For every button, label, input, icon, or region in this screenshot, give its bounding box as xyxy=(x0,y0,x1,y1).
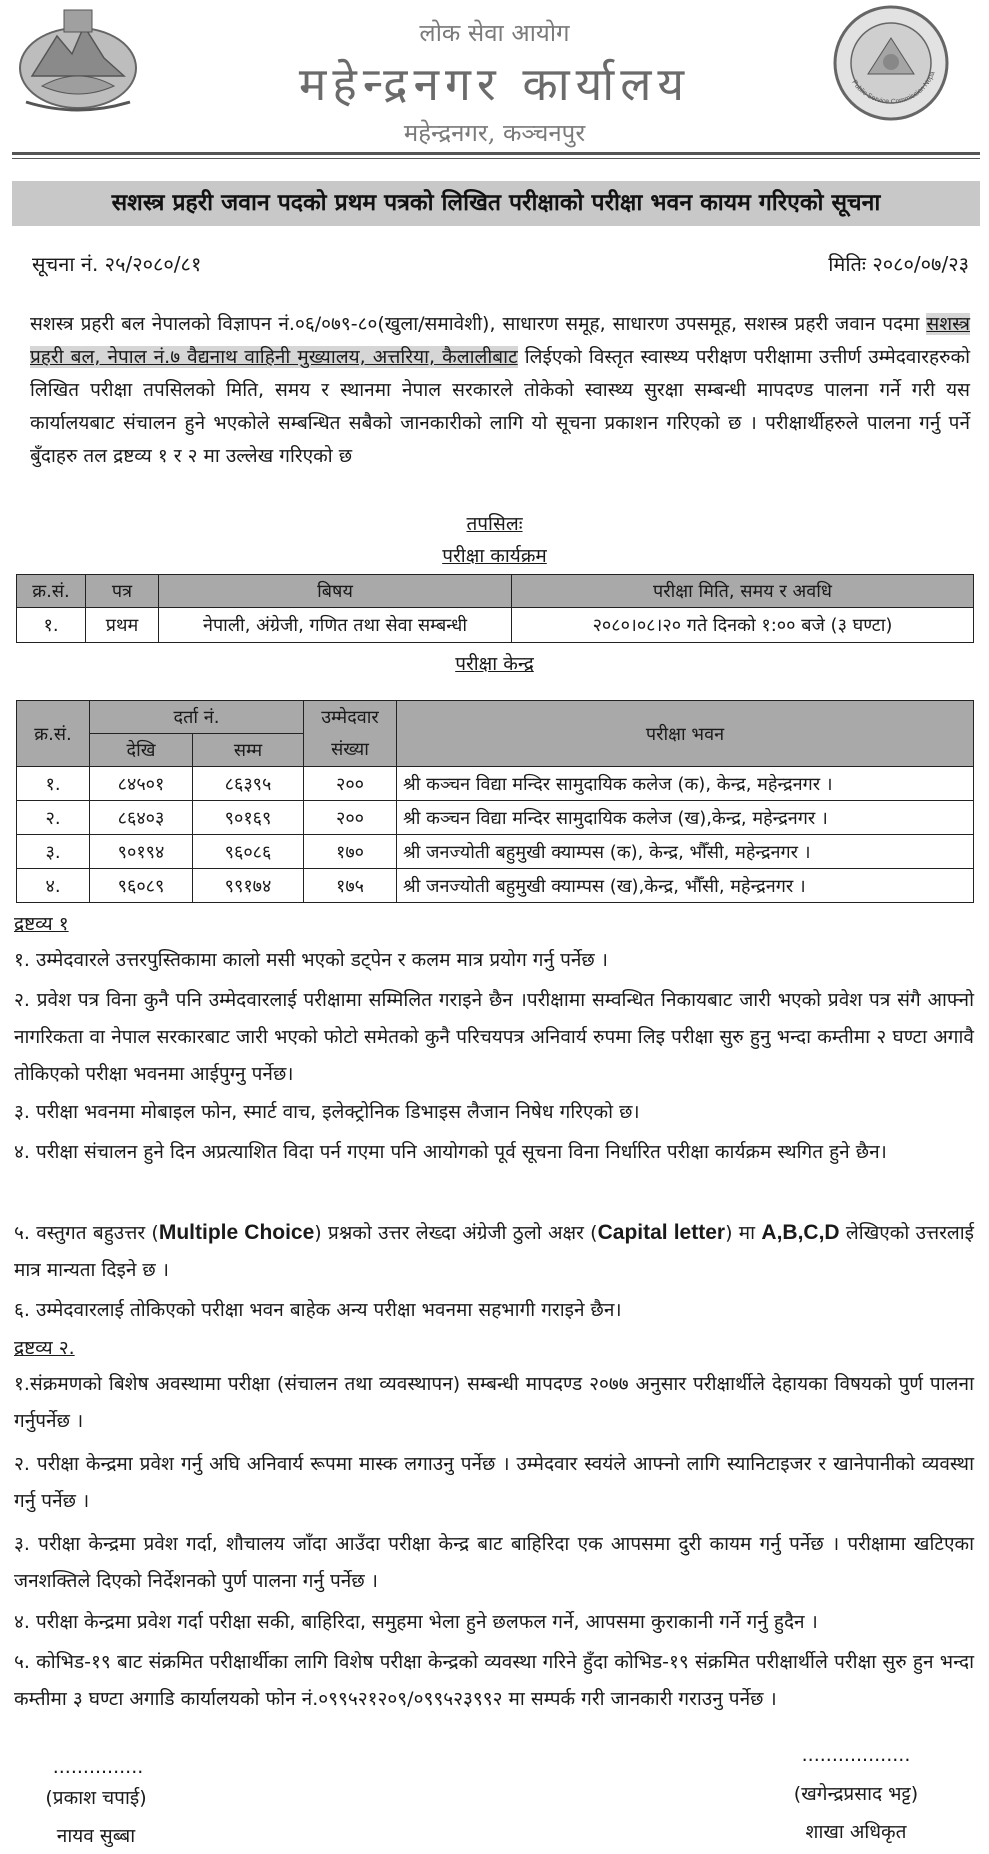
notice-date: मितिः २०८०/०७/२३ xyxy=(828,252,969,276)
column-header: पत्र xyxy=(86,575,159,608)
table-row: ३. ९०१९४ ९६०८६ १७० श्री जनज्योती बहुमुखी क्याम्पस (क), केन्द्र, भौँसी, महेन्द्रनगर । xyxy=(17,835,974,869)
office-name: महेन्द्रनगर कार्यालय xyxy=(298,57,691,111)
right-signatory-name: (खगेन्द्रप्रसाद भट्ट) xyxy=(793,1783,919,1805)
column-header: देखि xyxy=(90,734,193,767)
column-header: परीक्षा भवन xyxy=(397,701,974,767)
exam-centers-table xyxy=(16,700,974,903)
commission-name: लोक सेवा आयोग xyxy=(419,19,570,47)
column-header: बिषय xyxy=(159,575,512,608)
column-header: क्र.सं. xyxy=(17,575,86,608)
table-row: १. प्रथम नेपाली, अंग्रेजी, गणित तथा सेवा सम्बन्धी २०८०।०८।२० गते दिनको १:०० बजे (३ घण्टा) xyxy=(17,608,974,643)
note1-point-6: ६. उम्मेदवारलाई तोकिएको परीक्षा भवन बाहेक अन्य परीक्षा भवनमा सहभागी गराइने छैन। xyxy=(14,1299,622,1321)
note2-point-4: ४. परीक्षा केन्द्रमा प्रवेश गर्दा परीक्षा सकी, बाहिरिदा, समुहमा भेला हुने छलफल गर्ने, आपसमा कुराकानी गर्ने गर्नु हुदैन । xyxy=(14,1611,818,1633)
highlighted-source: सशस्त्र प्रहरी बल, नेपाल नं.७ वैद्यनाथ वाहिनी मुख्यालय, अत्तरिया, कैलालीबाट xyxy=(30,313,970,368)
note2-point-2: २. परीक्षा केन्द्रमा प्रवेश गर्नु अघि अनिवार्य रूपमा मास्क लगाउनु पर्नेछ । उम्मेदवार स्वयंले आफ्नो लागि स्यानिटाइजर र खानेपानीको व्यवस्था गर्नु पर्नेछ । xyxy=(14,1453,974,1512)
note1-heading: द्रष्टव्य १ xyxy=(14,913,69,935)
left-signatory-title: नायव सुब्बा xyxy=(56,1825,136,1847)
office-location: महेन्द्रनगर, कञ्चनपुर xyxy=(403,119,586,147)
notice-title: सशस्त्र प्रहरी जवान पदको प्रथम पत्रको लिखित परीक्षाको परीक्षा भवन कायम गरिएको सूचना xyxy=(12,181,980,226)
note2-point-1: १.संक्रमणको बिशेष अवस्थामा परीक्षा (संचालन तथा व्यवस्थापन) सम्बन्धी मापदण्ड २०७७ अनुसार परीक्षार्थीले देहायका विषयको पुर्ण पालना गर्नुपर्नेछ । xyxy=(14,1373,974,1432)
note1-point-3: ३. परीक्षा भवनमा मोबाइल फोन, स्मार्ट वाच, इलेक्ट्रोनिक डिभाइस लैजान निषेध गरिएको छ। xyxy=(14,1101,640,1123)
letterhead xyxy=(0,0,989,160)
column-header: परीक्षा मिति, समय र अवधि xyxy=(512,575,974,608)
header-rule xyxy=(12,152,980,155)
right-signatory-title: शाखा अधिकृत xyxy=(805,1821,907,1843)
exam-schedule-table xyxy=(16,574,974,643)
left-signature-line: ............... xyxy=(52,1756,144,1778)
table-row: ४. ९६०८९ ९९१७४ १७५ श्री जनज्योती बहुमुखी क्याम्पस (ख),केन्द्र, भौँसी, महेन्द्रनगर । xyxy=(17,869,974,903)
note1-point-5: ५. वस्तुगत बहुउत्तर (Multiple Choice) प्रश्नको उत्तर लेख्दा अंग्रेजी ठुलो अक्षर (Capital letter) मा A,B,C,D लेखिएको उत्तरलाई मात्र मान्यता दिइने छ । xyxy=(14,1221,975,1281)
column-header: उम्मेदवार संख्या xyxy=(304,701,397,767)
header-rule-thin xyxy=(12,158,980,159)
column-header: दर्ता नं. xyxy=(90,701,304,734)
svg-text:Public Service Commission Nepa: Public Service Commission Nepa xyxy=(850,70,937,106)
note2-heading: द्रष्टव्य २. xyxy=(14,1337,75,1359)
right-signature-line: .................. xyxy=(801,1744,911,1766)
note2-point-5: ५. कोभिड-१९ बाट संक्रमित परीक्षार्थीका लागि विशेष परीक्षा केन्द्रको व्यवस्था गरिने हुँदा कोभिड-१९ संक्रमित परीक्षार्थीले परीक्षा सुरु हुन भन्दा कम्तीमा ३ घण्टा अगाडि कार्यालयको फोन नं.०९९५२१२०९/०९९५२३९९२ मा सम्पर्क गरी जानकारी गराउनु पर्नेछ । xyxy=(14,1651,974,1710)
psc-seal-icon xyxy=(832,4,950,122)
schedule-heading: परीक्षा कार्यक्रम xyxy=(442,545,547,567)
column-header: सम्म xyxy=(193,734,304,767)
centers-heading: परीक्षा केन्द्र xyxy=(455,653,534,675)
table-row: २. ८६४०३ ९०१६९ २०० श्री कञ्चन विद्या मन्दिर सामुदायिक कलेज (ख),केन्द्र, महेन्द्रनगर । xyxy=(17,801,974,835)
note1-point-4: ४. परीक्षा संचालन हुने दिन अप्रत्याशित विदा पर्न गएमा पनि आयोगको पूर्व सूचना विना निर्धारित परीक्षा कार्यक्रम स्थगित हुने छैन। xyxy=(14,1141,887,1163)
notice-number: सूचना नं. २५/२०८०/८१ xyxy=(32,252,202,276)
left-signatory-name: (प्रकाश चपाई) xyxy=(45,1787,147,1809)
tapasil-heading: तपसिलः xyxy=(466,513,523,535)
table-row: १. ८४५०१ ८६३९५ २०० श्री कञ्चन विद्या मन्दिर सामुदायिक कलेज (क), केन्द्र, महेन्द्रनगर । xyxy=(17,767,974,801)
note2-point-3: ३. परीक्षा केन्द्रमा प्रवेश गर्दा, शौचालय जाँदा आउँदा परीक्षा केन्द्र बाट बाहिरिदा एक आपसमा दुरी कायम गर्नु पर्नेछ । परीक्षामा खटिएका जनशक्तिले दिएको निर्देशनको पुर्ण पालना गर्नु पर्नेछ । xyxy=(14,1533,974,1592)
note1-point-1: १. उम्मेदवारले उत्तरपुस्तिकामा कालो मसी भएको डट्पेन र कलम मात्र प्रयोग गर्नु पर्नेछ । xyxy=(14,949,608,971)
intro-paragraph: सशस्त्र प्रहरी बल नेपालको विज्ञापन नं.०६/०७९-८०(खुला/समावेशी), साधारण समूह, साधारण उपसमूह, सशस्त्र प्रहरी जवान पदमा सशस्त्र प्रहरी बल, नेपाल नं.७ वैद्यनाथ वाहिनी मुख्यालय, अत्तरिया, कैलालीबाट लिईएको विस्तृत स्वास्थ्य परीक्षण परीक्षामा उत्तीर्ण उम्मेदवारहरुको लिखित परीक्षा तपसिलको मिति, समय र स्थानमा नेपाल सरकारले तोकेको स्वास्थ्य सुरक्षा सम्बन्धी मापदण्ड पालना गर्ने गरी यस कार्यालयबाट संचालन हुने भएकोले सम्बन्धित सबैको जानकारीको लागि यो सूचना प्रकाशन गरिएको छ । परीक्षार्थीहरुले पालना गर्नु पर्ने बुँदाहरु तल द्रष्टव्य १ र २ मा उल्लेख गरिएको छ xyxy=(30,313,971,467)
column-header: क्र.सं. xyxy=(17,701,90,767)
note1-point-2: २. प्रवेश पत्र विना कुनै पनि उम्मेदवारलाई परीक्षामा सम्मिलित गराइने छैन ।परीक्षामा सम्वन्धित निकायबाट जारी भएको प्रवेश पत्र संगै आफ्नो नागरिकता वा नेपाल सरकारबाट जारी भएको फोटो समेतको कुनै परिचयपत्र अनिवार्य रुपमा लिइ परीक्षा सुरु हुनु भन्दा कम्तीमा २ घण्टा अगावै तोकिएको परीक्षा भवनमा आईपुग्नु पर्नेछ। xyxy=(14,989,974,1085)
